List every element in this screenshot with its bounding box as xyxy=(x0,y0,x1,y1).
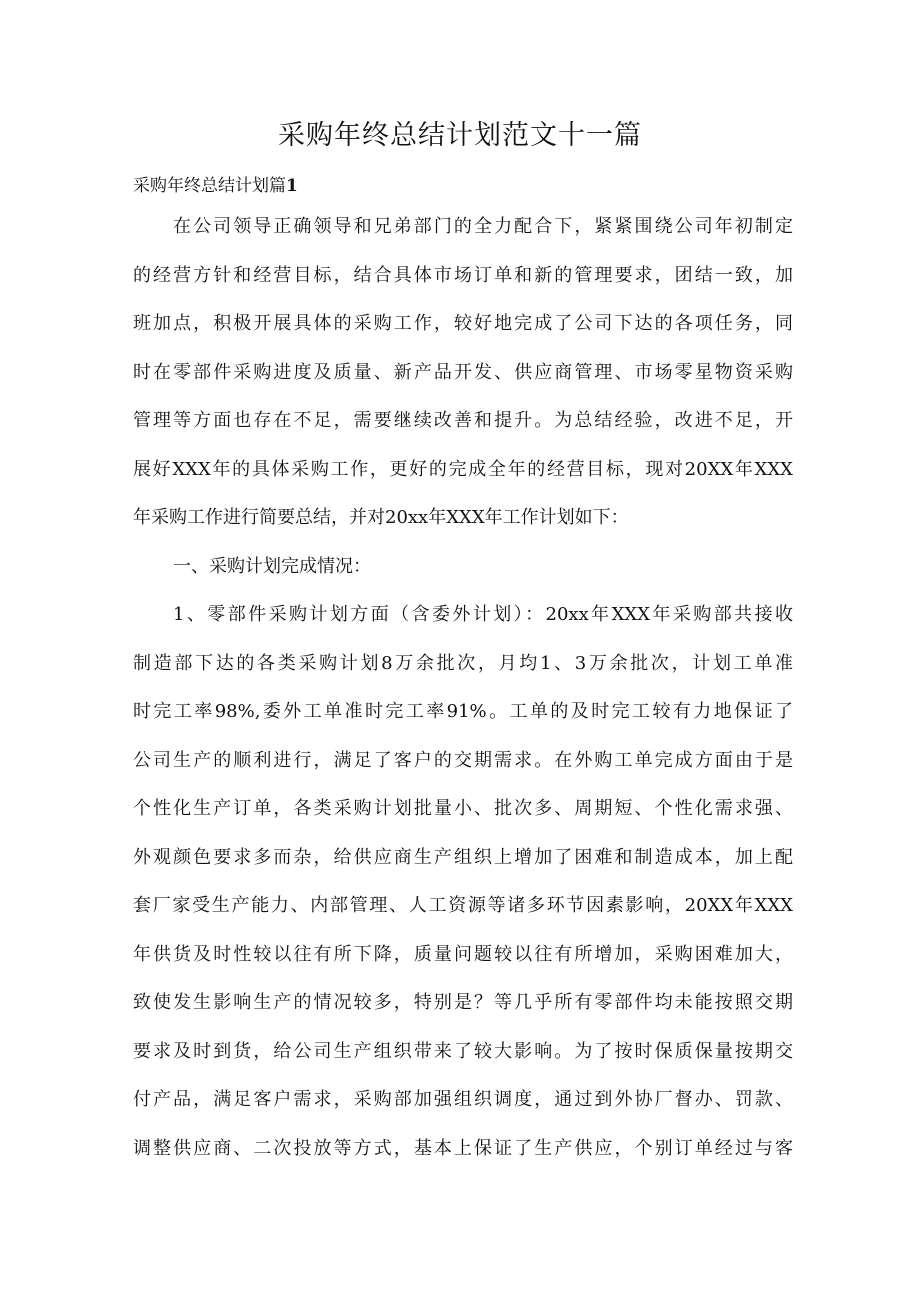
text-line: 的经营方针和经营目标，结合具体市场订单和新的管理要求，团结一致，加 xyxy=(133,265,793,286)
text-line: 在公司领导正确领导和兄弟部门的全力配合下，紧紧围绕公司年初制定 xyxy=(173,216,793,237)
section-heading xyxy=(133,173,298,199)
text-line: 管理等方面也存在不足，需要继续改善和提升。为总结经验，改进不足，开 xyxy=(133,410,793,431)
text-line: 班加点，积极开展具体的采购工作，较好地完成了公司下达的各项任务，同 xyxy=(133,313,793,334)
text-line: 展好XXX年的具体采购工作，更好的完成全年的经营目标，现对20XX年XXX xyxy=(133,459,793,480)
text-line: 年供货及时性较以往有所下降，质量问题较以往有所增加，采购困难加大， xyxy=(133,944,793,965)
text-line: 个性化生产订单，各类采购计划批量小、批次多、周期短、个性化需求强、 xyxy=(133,798,793,819)
text-line: 付产品，满足客户需求，采购部加强组织调度，通过到外协厂督办、罚款、 xyxy=(133,1089,793,1110)
text-line: 年采购工作进行简要总结，并对20xx年XXX年工作计划如下： xyxy=(133,507,629,528)
text-line: 1、零部件采购计划方面（含委外计划）：20xx年XXX年采购部共接收 xyxy=(173,604,793,625)
text-line: 一、采购计划完成情况： xyxy=(173,556,371,577)
section-heading-number: 1 xyxy=(286,176,298,196)
text-line: 套厂家受生产能力、内部管理、人工资源等诸多环节因素影响，20XX年XXX xyxy=(133,895,793,916)
text-line: 时完工率98%,委外工单准时完工率91%。工单的及时完工较有力地保证了 xyxy=(133,701,793,722)
text-line: 制造部下达的各类采购计划8万余批次，月均1、3万余批次，计划工单准 xyxy=(133,653,793,674)
text-line: 外观颜色要求多而杂，给供应商生产组织上增加了困难和制造成本，加上配 xyxy=(133,847,793,868)
text-line: 调整供应商、二次投放等方式，基本上保证了生产供应，个别订单经过与客 xyxy=(133,1138,793,1159)
text-line: 时在零部件采购进度及质量、新产品开发、供应商管理、市场零星物资采购 xyxy=(133,362,793,383)
document-title: 采购年终总结计划范文十一篇 xyxy=(278,120,642,151)
text-line: 要求及时到货，给公司生产组织带来了较大影响。为了按时保质保量按期交 xyxy=(133,1041,793,1062)
text-line: 公司生产的顺利进行，满足了客户的交期需求。在外购工单完成方面由于是 xyxy=(133,750,793,771)
section-heading-text: 采购年终总结计划篇 xyxy=(133,176,286,196)
text-line: 致使发生影响生产的情况较多，特别是？等几乎所有零部件均未能按照交期 xyxy=(133,992,793,1013)
